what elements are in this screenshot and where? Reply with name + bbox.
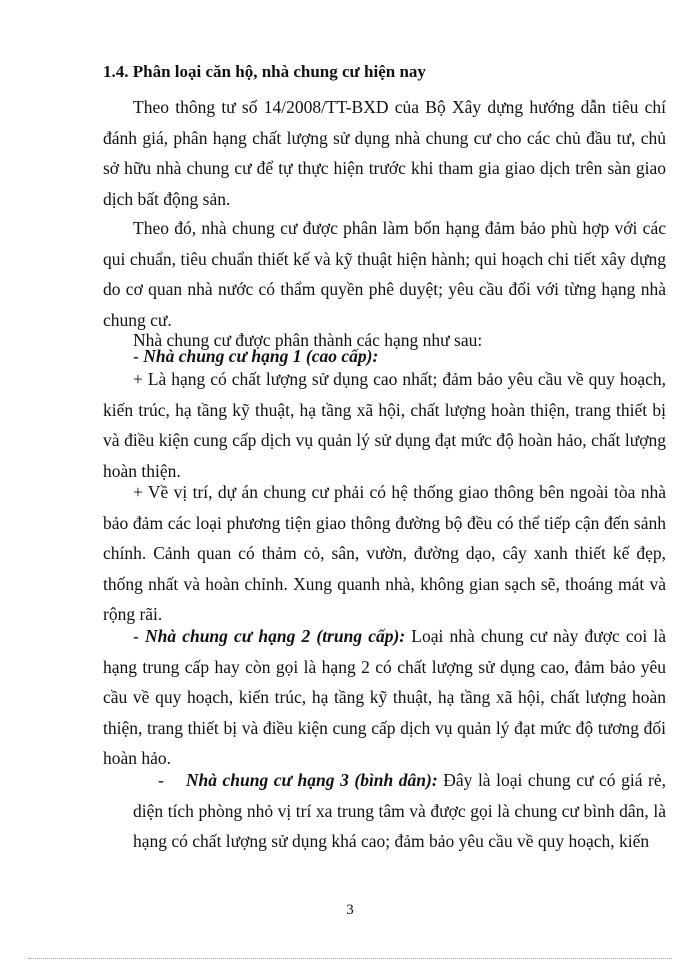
- grade1-dash: -: [133, 346, 144, 366]
- grade2-dash: -: [133, 626, 145, 646]
- grade3-dash: -: [158, 770, 164, 790]
- grade3-text: Đây là loại chung cư có giá rẻ, diện tích phòng nhỏ vị trí xa trung tâm và được gọi là chung cư bình dân, là hạng có chất lượng sử dụng khá cao; đảm bảo yêu cầu về quy hoạch, kiến: [133, 770, 666, 851]
- grade3-title: Nhà chung cư hạng 3 (bình dân): [185, 770, 432, 790]
- paragraph-circular: Theo thông tư số 14/2008/TT-BXD của Bộ Xây dựng hướng dẫn tiêu chí đánh giá, phân hạng chất lượng sử dụng nhà chung cư cho các chủ đầu tư, chủ sở hữu nhà chung cư để tự thực hiện trước khi tham gia giao dịch trên sàn giao dịch bất động sản.: [103, 97, 666, 209]
- grade1-title: Nhà chung cư hạng 1 (cao cấp):: [143, 346, 379, 366]
- paragraph-intro: Nhà chung cư được phân thành các hạng như sau:: [133, 330, 483, 350]
- section-heading: 1.4. Phân loại căn hộ, nhà chung cư hiện nay: [103, 62, 426, 81]
- page-bottom-divider: [28, 958, 672, 959]
- grade2-title: Nhà chung cư hạng 2 (trung cấp): [144, 626, 400, 646]
- page-number: 3: [346, 902, 354, 918]
- grade1-bullet-quality: + Là hạng có chất lượng sử dụng cao nhất; đảm bảo yêu cầu về quy hoạch, kiến trúc, hạ tầng kỹ thuật, hạ tầng xã hội, chất lượng hoàn thiện, trang thiết bị và điều kiện cung cấp dịch vụ quản lý sử dụng đạt mức độ hoàn hảo, chất lượng hoàn thiện.: [103, 369, 666, 481]
- grade2-text: Loại nhà chung cư này được coi là hạng trung cấp hay còn gọi là hạng 2 có chất lượng sử dụng cao, đảm bảo yêu cầu về quy hoạch, kiến trúc, hạ tầng kỹ thuật, hạ tầng xã hội, chất lượng hoàn thiện, trang thiết bị và điều kiện cung cấp dịch vụ quản lý đạt mức độ tương đối hoàn hảo.: [103, 626, 667, 768]
- grade1-bullet-location: + Về vị trí, dự án chung cư phải có hệ thống giao thông bên ngoài tòa nhà bảo đảm các loại phương tiện giao thông đường bộ đều có thể tiếp cận đến sảnh chính. Cảnh quan có thảm cỏ, sân, vườn, đường dạo, cây xanh thiết kế đẹp, thống nhất và hoàn chỉnh. Xung quanh nhà, không gian sạch sẽ, thoáng mát và rộng rãi.: [103, 482, 666, 624]
- grade2-paragraph: [103, 621, 666, 774]
- grade2-colon: :: [399, 626, 406, 646]
- grade3-paragraph: [133, 765, 666, 857]
- grade3-colon: :: [431, 770, 438, 790]
- paragraph-four-grades: Theo đó, nhà chung cư được phân làm bốn hạng đảm bảo phù hợp với các qui chuẩn, tiêu chuẩn thiết kế và kỹ thuật hiện hành; qui hoạch chi tiết xây dựng do cơ quan nhà nước có thẩm quyền phê duyệt; yêu cầu đối với từng hạng nhà chung cư.: [103, 218, 666, 330]
